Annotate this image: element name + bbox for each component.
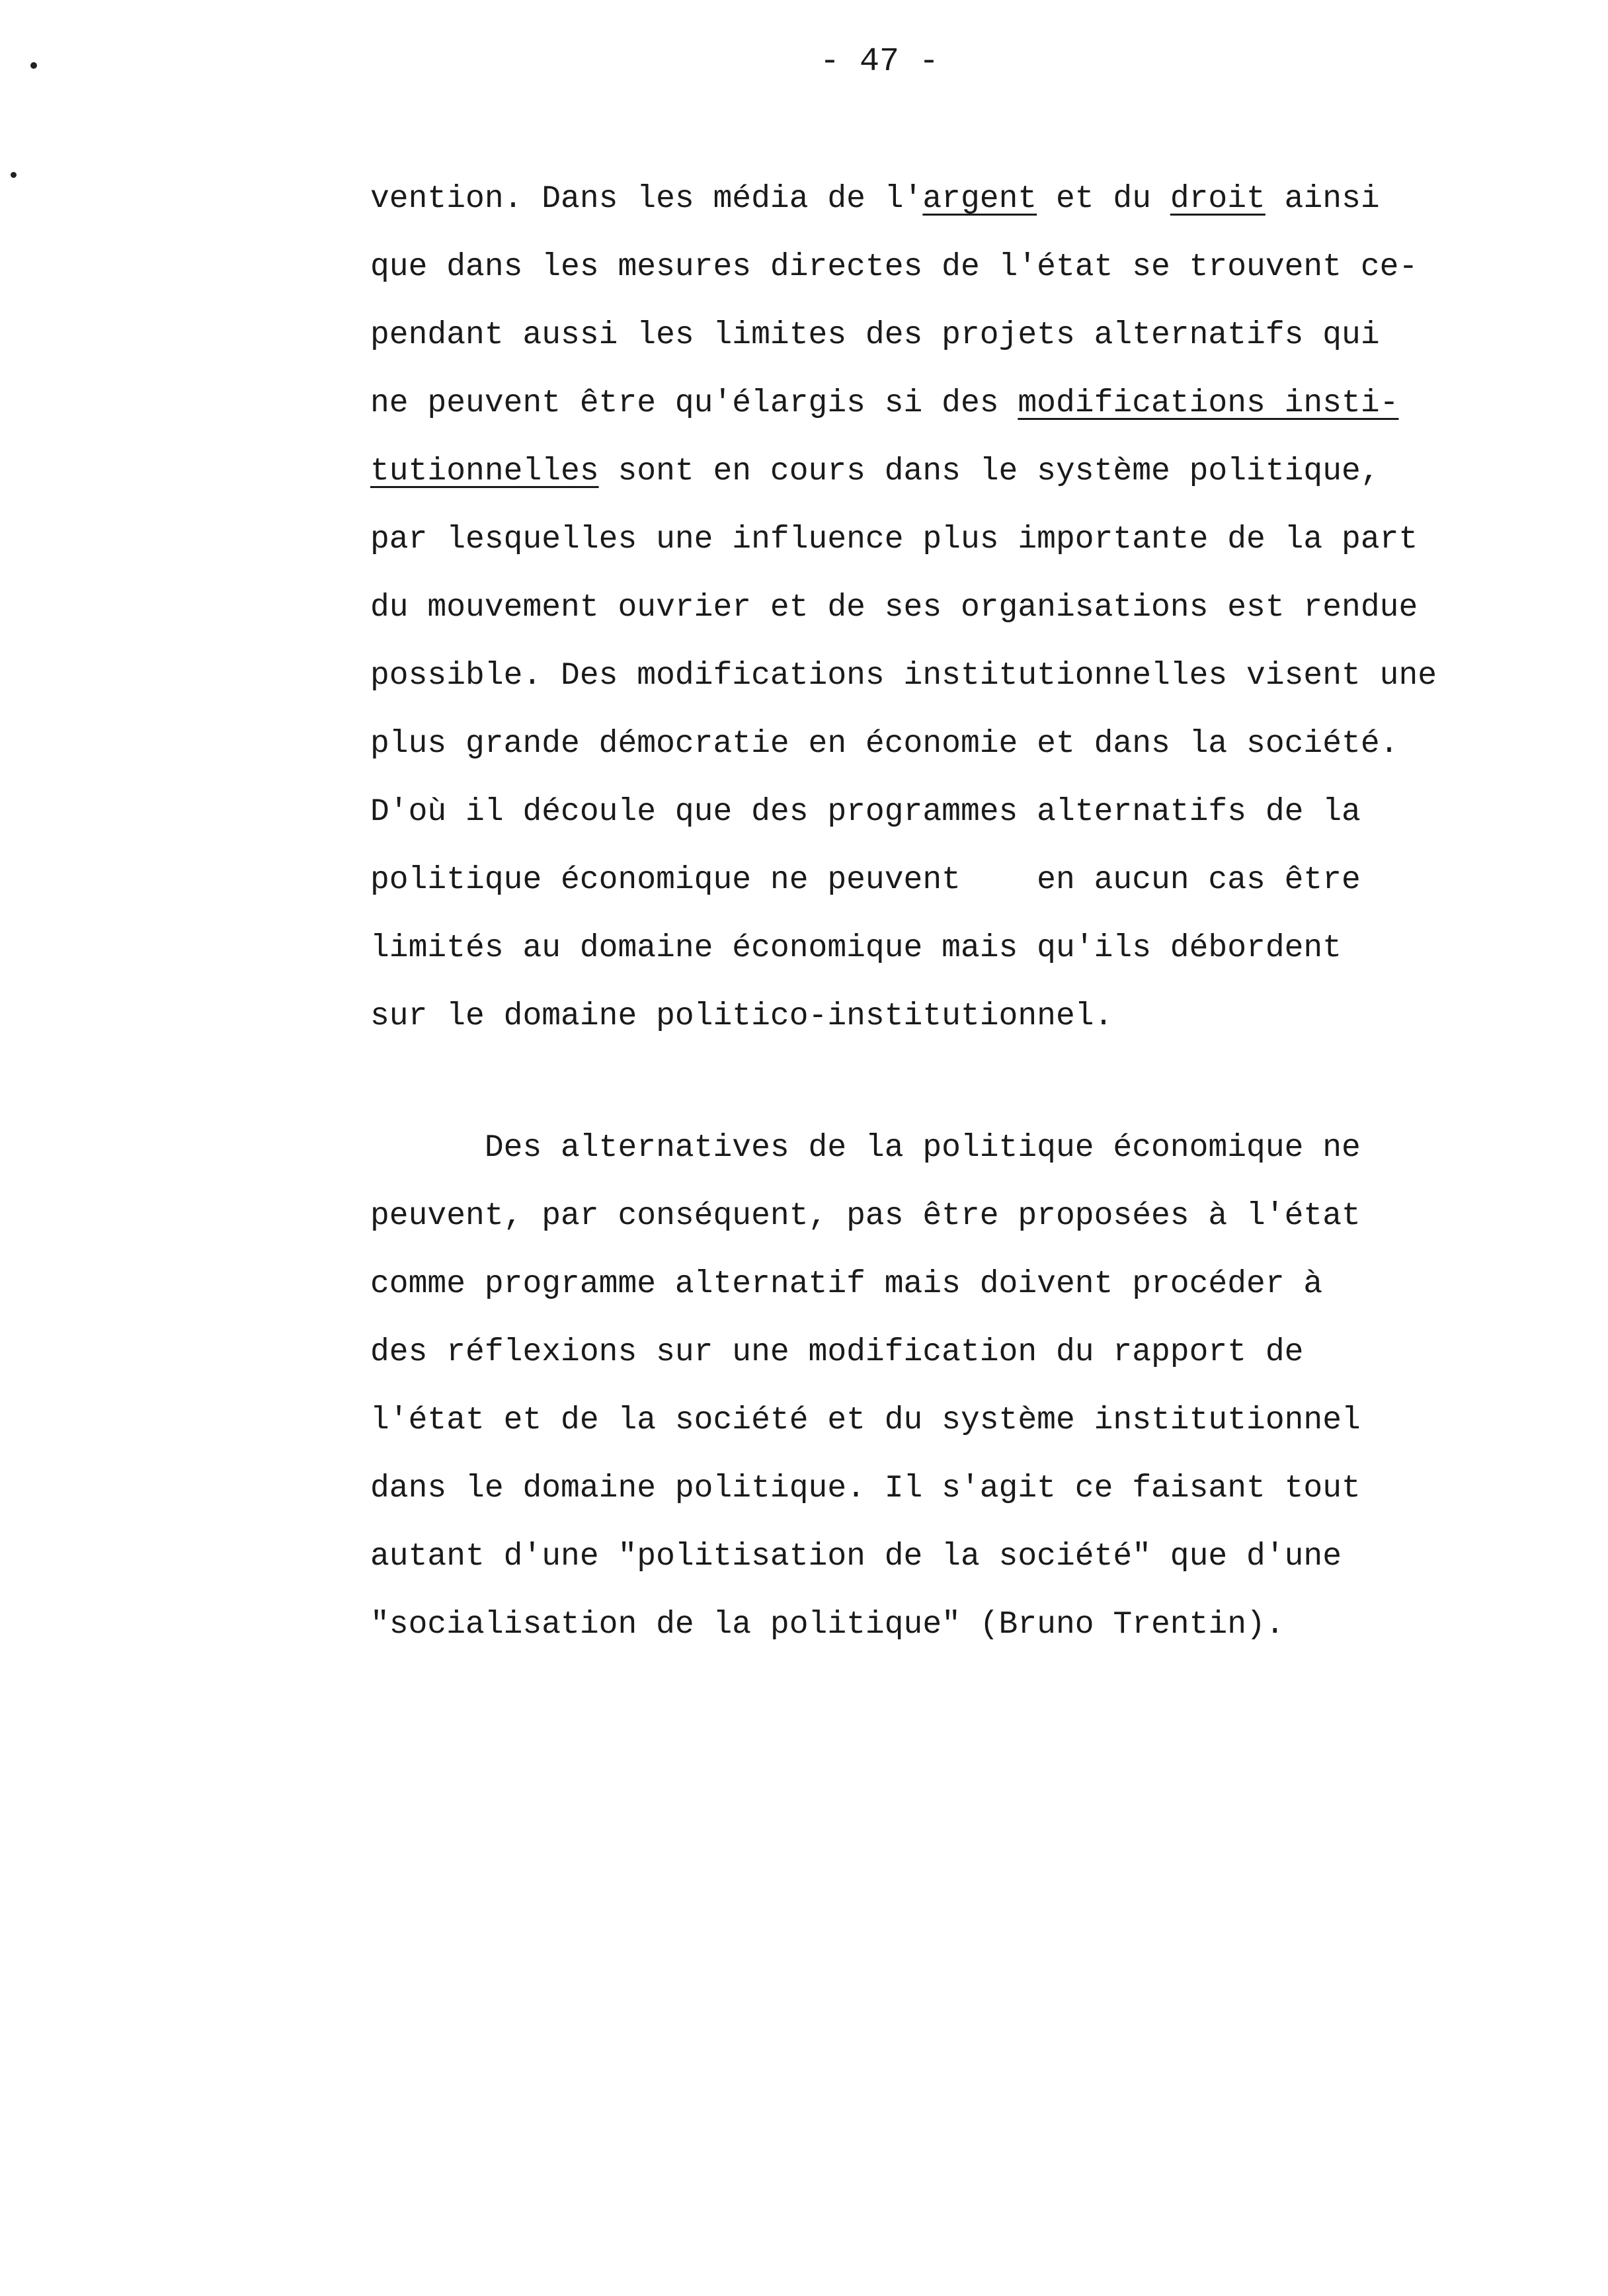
text-line [370, 574, 1437, 642]
text-run: ainsi [1265, 181, 1380, 217]
text-line [370, 846, 1437, 915]
text-run: pendant aussi les limites des projets alternatifs qui [370, 317, 1380, 353]
text-run: autant d'une "politisation de la société" que d'une [370, 1539, 1342, 1575]
text-run: peuvent, par conséquent, pas être proposées à l'état [370, 1198, 1361, 1234]
text-run: limités au domaine économique mais qu'ils débordent [370, 930, 1342, 966]
underlined-text: modifications insti- [1018, 386, 1399, 421]
text-line [370, 1523, 1361, 1591]
text-run: l'état et de la société et du système institutionnel [370, 1403, 1361, 1438]
text-run: comme programme alternatif mais doivent procéder à [370, 1266, 1323, 1302]
text-line [370, 983, 1437, 1051]
text-line [370, 1114, 1361, 1182]
text-line [370, 1319, 1361, 1387]
text-line [370, 710, 1437, 778]
text-run: "socialisation de la politique" (Bruno Trentin). [370, 1607, 1285, 1643]
scan-speck [30, 62, 37, 69]
text-line [370, 1591, 1361, 1659]
text-run: du mouvement ouvrier et de ses organisations est rendue [370, 590, 1418, 626]
text-run: plus grande démocratie en économie et dans la société. [370, 726, 1399, 762]
text-line [370, 438, 1437, 506]
text-run: sont en cours dans le système politique, [598, 454, 1380, 489]
text-run: par lesquelles une influence plus importante de la part [370, 522, 1418, 557]
text-run: ne peuvent être qu'élargis si des [370, 386, 1018, 421]
text-line [370, 1182, 1361, 1250]
underlined-text: droit [1170, 181, 1266, 217]
text-run: dans le domaine politique. Il s'agit ce faisant tout [370, 1471, 1361, 1506]
text-line [370, 915, 1437, 983]
underlined-text: tutionnelles [370, 454, 599, 489]
text-line [370, 302, 1437, 370]
text-run: D'où il découle que des programmes alternatifs de la [370, 794, 1361, 830]
text-run: Des alternatives de la politique économique ne [370, 1130, 1361, 1166]
text-run: vention. Dans les média de l' [370, 181, 923, 217]
text-line [370, 165, 1437, 233]
text-line [370, 1250, 1361, 1319]
text-line [370, 506, 1437, 574]
paragraph-2 [370, 1114, 1361, 1659]
text-run: que dans les mesures directes de l'état se trouvent ce- [370, 249, 1418, 285]
text-line [370, 370, 1437, 438]
scan-speck [11, 172, 17, 178]
text-run: sur le domaine politico-institutionnel. [370, 999, 1113, 1034]
text-line [370, 1387, 1361, 1455]
underlined-text: argent [922, 181, 1037, 217]
text-run: et du [1037, 181, 1170, 217]
text-line [370, 233, 1437, 302]
text-line [370, 642, 1437, 710]
paragraph-1 [370, 165, 1437, 1051]
text-line [370, 1455, 1361, 1523]
text-run: possible. Des modifications institutionnelles visent une [370, 658, 1437, 694]
page-number: - 47 - [820, 43, 940, 81]
text-line [370, 778, 1437, 846]
text-run: politique économique ne peuvent en aucun cas être [370, 862, 1361, 898]
text-run: des réflexions sur une modification du rapport de [370, 1334, 1304, 1370]
